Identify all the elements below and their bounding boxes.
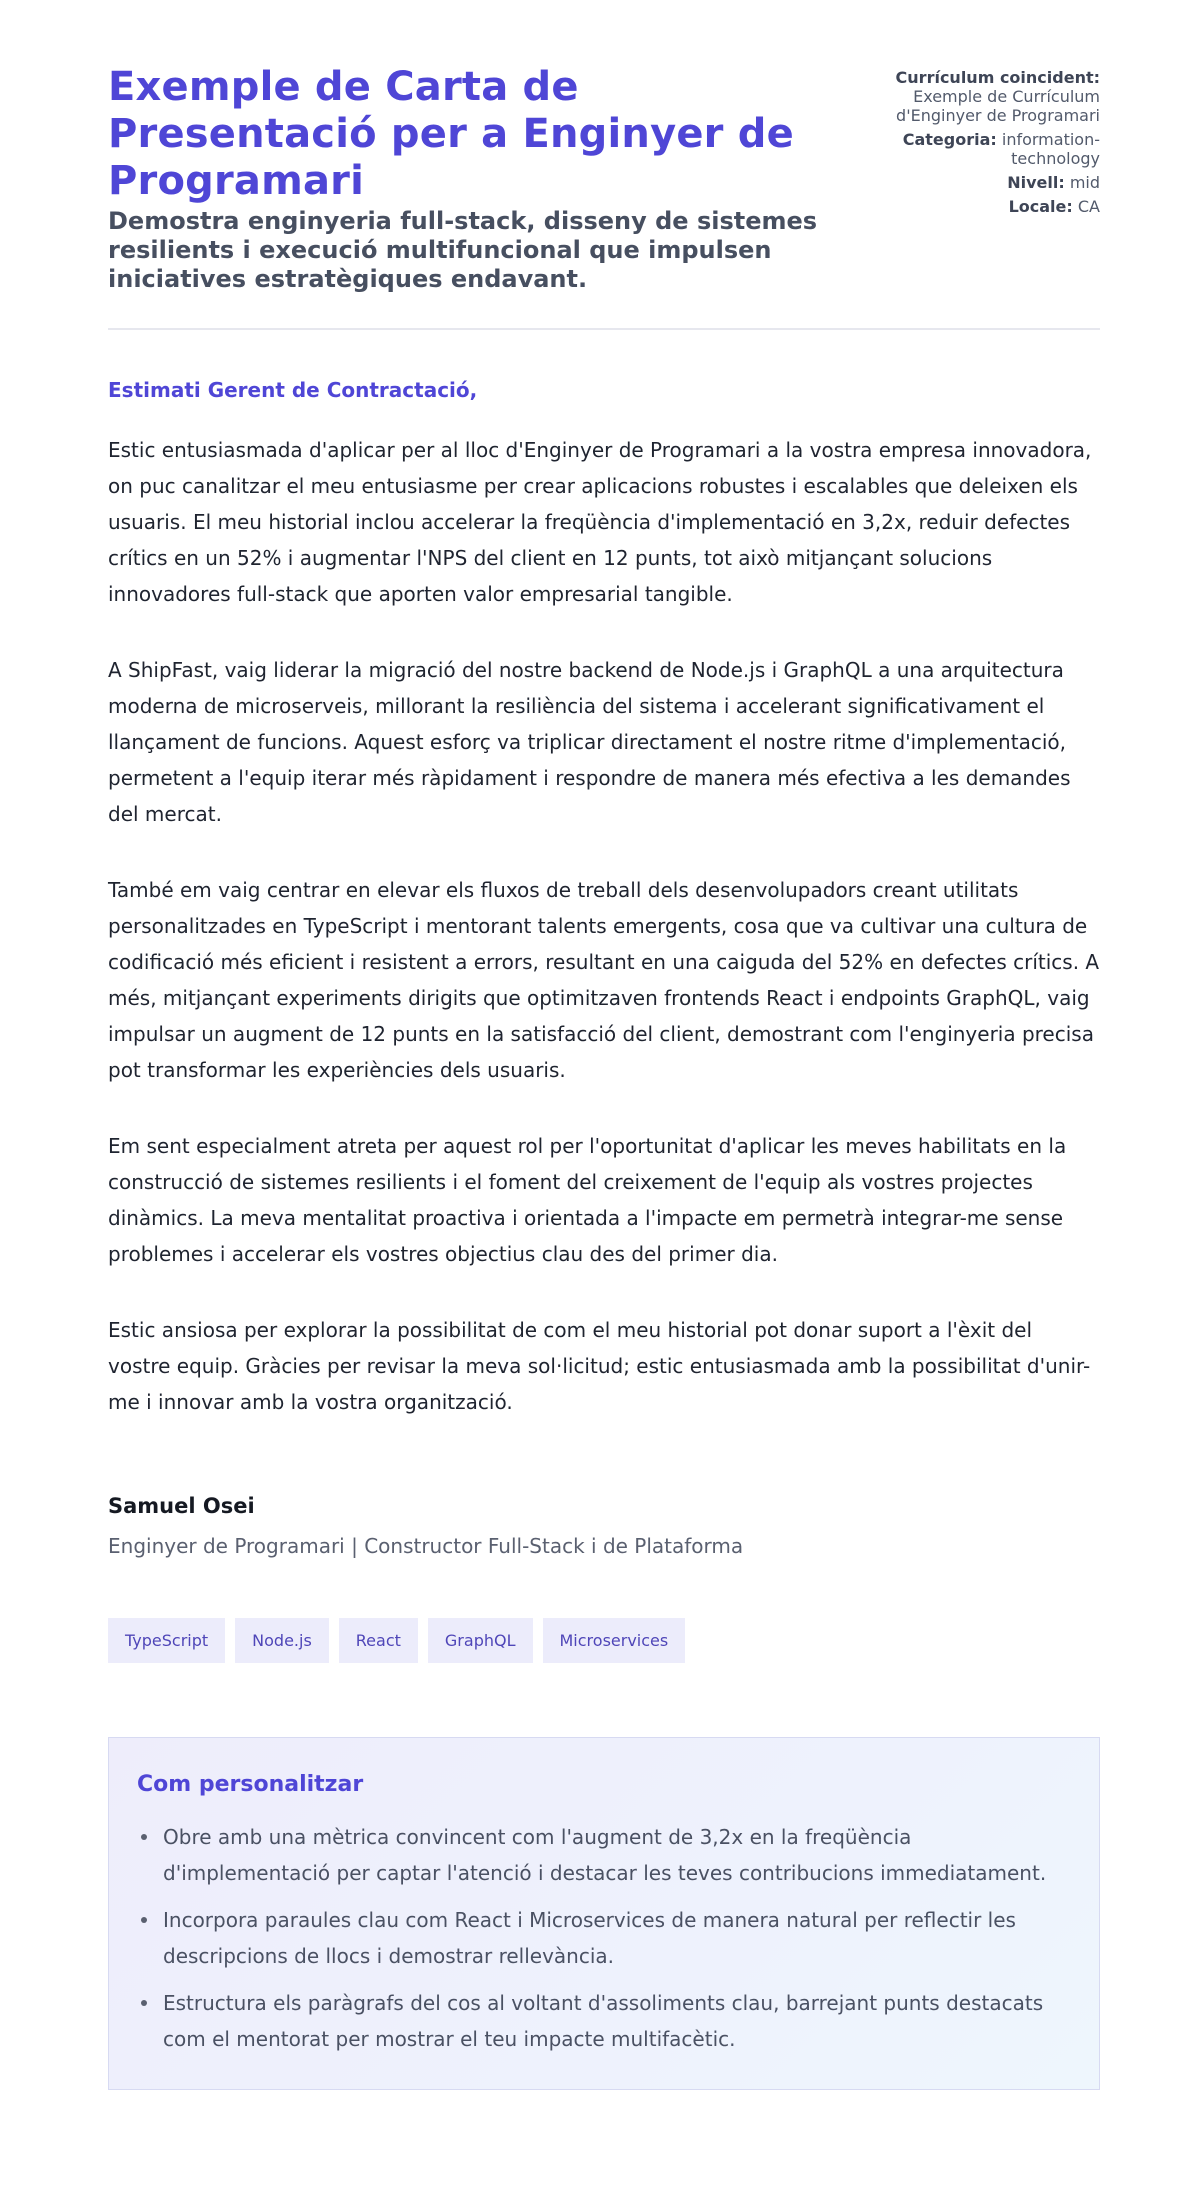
header-titles	[108, 64, 828, 294]
skill-tag: Node.js	[235, 1618, 329, 1663]
meta-locale-value: CA	[1077, 197, 1100, 216]
skill-tag: Microservices	[543, 1618, 686, 1663]
letter-greeting: Estimati Gerent de Contractació,	[108, 378, 478, 402]
meta-category-value: information-technology	[1001, 130, 1100, 168]
meta-level-label: Nivell:	[1007, 173, 1065, 192]
customization-tips-panel	[108, 1737, 1100, 2090]
meta-category-label: Categoria:	[902, 130, 997, 149]
meta-locale	[855, 197, 1100, 216]
tips-list	[137, 1819, 1071, 2057]
tips-list-item: Incorpora paraules clau com React i Microservices de manera natural per reflectir les descripcions de llocs i demostrar rellevància.	[137, 1902, 1071, 1974]
skill-tag: TypeScript	[108, 1618, 225, 1663]
letter-paragraph: A ShipFast, vaig liderar la migració del nostre backend de Node.js i GraphQL a una arquitectura moderna de microserveis, millorant la resiliència del sistema i accelerant significativament el llançament de funcions. Aquest esforç va triplicar directament el nostre ritme d'implementació, permetent a l'equip iterar més ràpidament i respondre de manera més efectiva a les demandes del mercat.	[108, 658, 1071, 826]
letter-paragraph: També em vaig centrar en elevar els fluxos de treball dels desenvolupadors creant utilitats personalitzades en TypeScript i mentorant talents emergents, cosa que va cultivar una cultura de codificació més eficient i resistent a errors, resultant en una caiguda del 52% en defectes crítics. A més, mitjançant experiments dirigits que optimitzaven frontends React i endpoints GraphQL, vaig impulsar un augment de 12 punts en la satisfacció del client, demostrant com l'enginyeria precisa pot transformar les experiències dels usuaris.	[108, 878, 1100, 1082]
signature-name: Samuel Osei	[108, 1494, 255, 1518]
tips-title: Com personalitzar	[137, 1772, 364, 1797]
cover-letter-page	[108, 64, 1100, 2090]
meta-resume	[855, 68, 1100, 125]
tips-list-item: Obre amb una mètrica convincent com l'augment de 3,2x en la freqüència d'implementació per captar l'atenció i destacar les teves contribucions immediatament.	[137, 1819, 1071, 1891]
letter-paragraph: Estic ansiosa per explorar la possibilitat de com el meu historial pot donar suport a l'èxit del vostre equip. Gràcies per revisar la meva sol·licitud; estic entusiasmada amb la possibilitat d'unir-me i innovar amb la vostra organització.	[108, 1318, 1091, 1414]
letter-paragraph: Em sent especialment atreta per aquest rol per l'oportunitat d'aplicar les meves habilitats en la construcció de sistemes resilients i el foment del creixement de l'equip als vostres projectes dinàmics. La meva mentalitat proactiva i orientada a l'impacte em permetrà integrar-me sense problemes i accelerar els vostres objectius clau des del primer dia.	[108, 1134, 1067, 1266]
meta-level	[855, 173, 1100, 192]
meta-resume-value: Exemple de Currículum d'Enginyer de Programari	[896, 87, 1100, 125]
meta-locale-label: Locale:	[1008, 197, 1073, 216]
signature-role: Enginyer de Programari | Constructor Full-Stack i de Plataforma	[108, 1534, 744, 1558]
skill-tag: React	[339, 1618, 418, 1663]
document-meta	[855, 64, 1100, 221]
skill-tag: GraphQL	[428, 1618, 533, 1663]
skill-tags	[108, 1618, 1100, 1663]
letter-paragraph: Estic entusiasmada d'aplicar per al lloc d'Enginyer de Programari a la vostra empresa innovadora, on puc canalitzar el meu entusiasme per crear aplicacions robustes i escalables que deleixen els usuaris. El meu historial inclou accelerar la freqüència d'implementació en 3,2x, reduir defectes crítics en un 52% i augmentar l'NPS del client en 12 punts, tot això mitjançant solucions innovadores full-stack que aporten valor empresarial tangible.	[108, 438, 1092, 606]
meta-level-value: mid	[1069, 173, 1100, 192]
page-title: Exemple de Carta de Presentació per a Enginyer de Programari	[108, 64, 794, 204]
page-subtitle: Demostra enginyeria full-stack, disseny de sistemes resilients i execució multifuncional que impulsen iniciatives estratègiques endavant.	[108, 207, 818, 293]
tips-list-item: Estructura els paràgrafs del cos al voltant d'assoliments clau, barrejant punts destacats com el mentorat per mostrar el teu impacte multifacètic.	[137, 1985, 1071, 2057]
signature-block	[108, 1494, 1100, 1558]
letter-body	[108, 432, 1100, 1420]
document-header	[108, 64, 1100, 330]
meta-category	[855, 130, 1100, 168]
meta-resume-label: Currículum coincident:	[895, 68, 1100, 87]
